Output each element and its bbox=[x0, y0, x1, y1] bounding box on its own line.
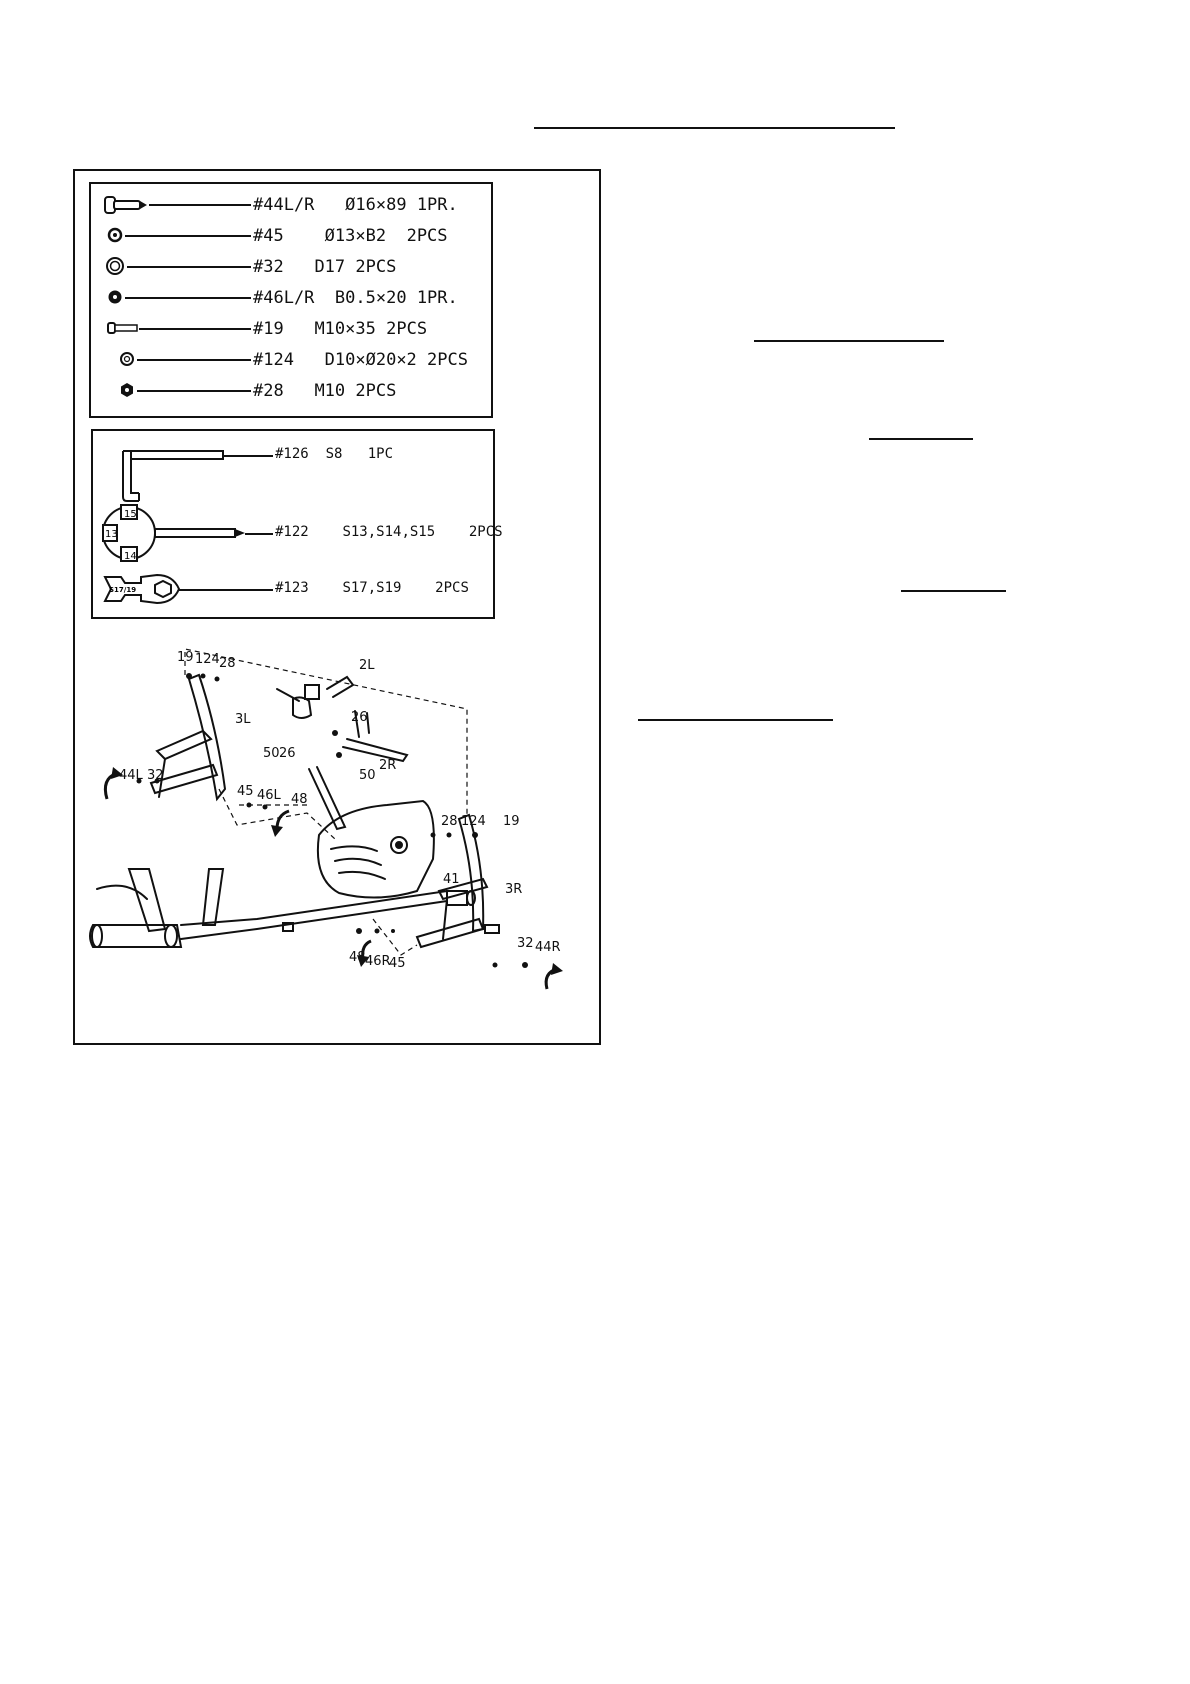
part-spec: B0.5×20 bbox=[334, 288, 407, 308]
callout-label: 3L bbox=[235, 712, 251, 727]
callout-label: 2L bbox=[359, 658, 375, 673]
part-qty: 2PCS bbox=[386, 319, 428, 339]
callout-label: 19 bbox=[503, 814, 520, 829]
flywheel-housing bbox=[318, 801, 434, 898]
allen-key-icon bbox=[113, 449, 233, 505]
socket-size-label: 15 bbox=[124, 509, 137, 520]
callout-label: 3R bbox=[505, 882, 523, 897]
subheading-underline-4 bbox=[638, 719, 833, 721]
part-number: #45 bbox=[253, 226, 284, 246]
part-qty: 2PCS bbox=[355, 257, 397, 277]
part-number: #32 bbox=[253, 257, 284, 277]
exploded-assembly-diagram bbox=[87, 629, 587, 1039]
part-number: #19 bbox=[253, 319, 284, 339]
part-number: #123 bbox=[275, 580, 309, 596]
part-qty: 1PR. bbox=[416, 288, 458, 308]
part-number: #124 bbox=[253, 350, 294, 370]
callout-label: 19 bbox=[177, 650, 194, 665]
part-number: #46L/R bbox=[253, 288, 315, 308]
part-spec: S8 bbox=[325, 446, 343, 462]
callout-label: 32 bbox=[517, 936, 534, 951]
tool-label-123 bbox=[275, 579, 469, 597]
part-number: #44L/R bbox=[253, 195, 315, 215]
callout-label: 32 bbox=[147, 768, 164, 783]
step-figure-frame bbox=[73, 169, 601, 1045]
rotation-arrow-icon bbox=[277, 811, 289, 829]
part-qty: 2PCS bbox=[355, 381, 397, 401]
part-qty: 1PC bbox=[367, 446, 394, 462]
hardware-row bbox=[91, 381, 491, 416]
callout-label: 45 bbox=[389, 956, 406, 971]
part-number: #126 bbox=[275, 446, 309, 462]
part-spec: M10×35 bbox=[314, 319, 376, 339]
callout-label: 44R bbox=[535, 940, 561, 955]
hardware-box bbox=[89, 182, 493, 418]
callout-label: 2R bbox=[379, 758, 397, 773]
tool-label-126 bbox=[275, 445, 393, 463]
right-handlebar bbox=[343, 739, 407, 761]
nut-icon bbox=[119, 382, 135, 398]
part-spec: S13,S14,S15 bbox=[342, 524, 436, 540]
socket-size-label: 13 bbox=[105, 529, 118, 540]
washer-small-icon bbox=[107, 227, 123, 243]
callout-label: 41 bbox=[443, 872, 460, 887]
pivot-pin-icon bbox=[103, 193, 153, 217]
spanner-stamp: S17/19 bbox=[109, 586, 137, 594]
callout-label: 45 bbox=[237, 784, 254, 799]
callout-label: 46L bbox=[257, 788, 281, 803]
power-cord bbox=[97, 886, 147, 899]
callout-label: 50 bbox=[359, 768, 376, 783]
callout-label: 28 bbox=[219, 656, 236, 671]
front-brace bbox=[203, 869, 223, 925]
callout-label: 48 bbox=[349, 950, 366, 965]
part-spec: D10×Ø20×2 bbox=[324, 350, 417, 370]
part-qty: 2PCS bbox=[406, 226, 448, 246]
console-bracket bbox=[293, 697, 311, 718]
callout-label: 44L bbox=[119, 768, 143, 783]
callout-label: 26 bbox=[279, 746, 296, 761]
multi-socket-wrench-icon bbox=[99, 501, 259, 565]
part-qty: 1PR. bbox=[416, 195, 458, 215]
part-spec: Ø13×B2 bbox=[324, 226, 387, 246]
main-frame-rail bbox=[181, 891, 447, 939]
part-qty: 2PCS bbox=[468, 524, 503, 540]
callout-label: 50 bbox=[263, 746, 280, 761]
part-spec: M10 bbox=[314, 381, 346, 401]
front-upright bbox=[129, 869, 165, 931]
part-spec: S17,S19 bbox=[342, 580, 402, 596]
right-upright bbox=[459, 815, 483, 931]
heading-underline bbox=[534, 127, 895, 129]
part-qty: 2PCS bbox=[435, 580, 469, 596]
callout-label: 46R bbox=[365, 954, 391, 969]
callout-label: 48 bbox=[291, 792, 308, 807]
subheading-underline-3 bbox=[901, 590, 1006, 592]
callout-label: 26 bbox=[351, 710, 368, 725]
socket-size-label: 14 bbox=[124, 551, 137, 562]
wave-washer-icon bbox=[107, 289, 123, 305]
part-number: #28 bbox=[253, 381, 284, 401]
part-spec: Ø16×89 bbox=[345, 195, 407, 215]
bolt-icon bbox=[107, 321, 143, 335]
subheading-underline-1 bbox=[754, 340, 944, 342]
washer-large-icon bbox=[105, 256, 125, 276]
subheading-underline-2 bbox=[869, 438, 973, 440]
tool-label-122 bbox=[275, 523, 503, 541]
callout-label: 124 bbox=[195, 652, 220, 667]
part-number: #122 bbox=[275, 524, 309, 540]
callout-label: 28 bbox=[441, 814, 458, 829]
callout-label: 124 bbox=[461, 814, 486, 829]
part-spec: D17 bbox=[314, 257, 346, 277]
left-upright bbox=[189, 675, 225, 799]
flat-washer-icon bbox=[119, 351, 135, 367]
part-qty: 2PCS bbox=[427, 350, 468, 370]
tools-box bbox=[91, 429, 503, 619]
